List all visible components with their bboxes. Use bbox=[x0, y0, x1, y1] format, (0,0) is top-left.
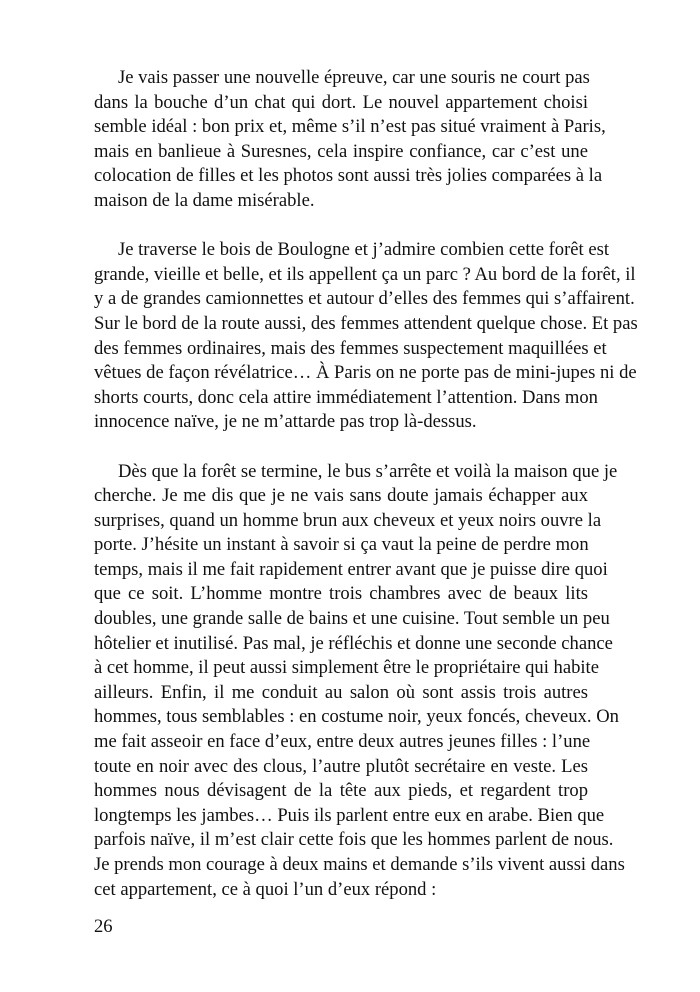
text-line: que ce soit. L’homme montre trois chambres avec de beaux lits bbox=[94, 583, 588, 605]
text-line: ailleurs. Enfin, il me conduit au salon où sont assis trois autres bbox=[94, 681, 588, 703]
paragraph bbox=[94, 460, 625, 903]
text-line: cet appartement, ce à quoi l’un d’eux répond : bbox=[94, 878, 437, 900]
text-line: y a de grandes camionnettes et autour d’elles des femmes qui s’affairent. bbox=[94, 288, 635, 310]
paragraph bbox=[94, 238, 638, 435]
text-line: grande, vieille et belle, et ils appellent ça un parc ? Au bord de la forêt, il bbox=[94, 263, 636, 285]
text-line: des femmes ordinaires, mais des femmes suspectement maquillées et bbox=[94, 337, 607, 359]
text-line: Dès que la forêt se termine, le bus s’arrête et voilà la maison que je bbox=[118, 460, 618, 482]
text-line: cherche. Je me dis que je ne vais sans doute jamais échapper aux bbox=[94, 485, 588, 507]
text-line: colocation de filles et les photos sont aussi très jolies comparées à la bbox=[94, 165, 603, 187]
text-line: Sur le bord de la route aussi, des femmes attendent quelque chose. Et pas bbox=[94, 312, 638, 334]
page-number: 26 bbox=[94, 916, 113, 937]
text-line: me fait asseoir en face d’eux, entre deux autres jeunes filles : l’une bbox=[94, 731, 591, 753]
text-line: toute en noir avec des clous, l’autre plutôt secrétaire en veste. Les bbox=[94, 755, 588, 777]
text-line: hommes, tous semblables : en costume noir, yeux foncés, cheveux. On bbox=[94, 706, 619, 728]
text-line: hommes nous dévisagent de la tête aux pieds, et regardent trop bbox=[94, 780, 588, 802]
page-body bbox=[94, 66, 638, 927]
text-line: temps, mais il me fait rapidement entrer avant que je puisse dire quoi bbox=[94, 558, 608, 580]
text-line: shorts courts, donc cela attire immédiatement l’attention. Dans mon bbox=[94, 386, 598, 408]
text-line: semble idéal : bon prix et, même s’il n’est pas situé vraiment à Paris, bbox=[94, 116, 606, 138]
text-line: Je traverse le bois de Boulogne et j’admire combien cette forêt est bbox=[118, 239, 610, 261]
text-line: mais en banlieue à Suresnes, cela inspire confiance, car c’est une bbox=[94, 140, 588, 162]
text-line: parfois naïve, il m’est clair cette fois que les hommes parlent de nous. bbox=[94, 829, 614, 851]
text-line: innocence naïve, je ne m’attarde pas trop là-dessus. bbox=[94, 411, 477, 433]
paragraph bbox=[94, 66, 606, 214]
text-line: Je vais passer une nouvelle épreuve, car une souris ne court pas bbox=[118, 67, 590, 88]
text-line: vêtues de façon révélatrice… À Paris on ne porte pas de mini-jupes ni de bbox=[94, 362, 637, 384]
text-line: porte. J’hésite un instant à savoir si ça vaut la peine de perdre mon bbox=[94, 534, 589, 556]
text-line: dans la bouche d’un chat qui dort. Le nouvel appartement choisi bbox=[94, 91, 588, 113]
text-line: maison de la dame misérable. bbox=[94, 189, 315, 211]
text-line: surprises, quand un homme brun aux cheveux et yeux noirs ouvre la bbox=[94, 509, 602, 531]
text-line: Je prends mon courage à deux mains et demande s’ils vivent aussi dans bbox=[94, 854, 625, 875]
text-line: à cet homme, il peut aussi simplement être le propriétaire qui habite bbox=[94, 657, 599, 679]
text-line: longtemps les jambes… Puis ils parlent entre eux en arabe. Bien que bbox=[94, 804, 605, 826]
text-line: doubles, une grande salle de bains et une cuisine. Tout semble un peu bbox=[94, 608, 610, 630]
text-line: hôtelier et inutilisé. Pas mal, je réfléchis et donne une seconde chance bbox=[94, 632, 613, 654]
